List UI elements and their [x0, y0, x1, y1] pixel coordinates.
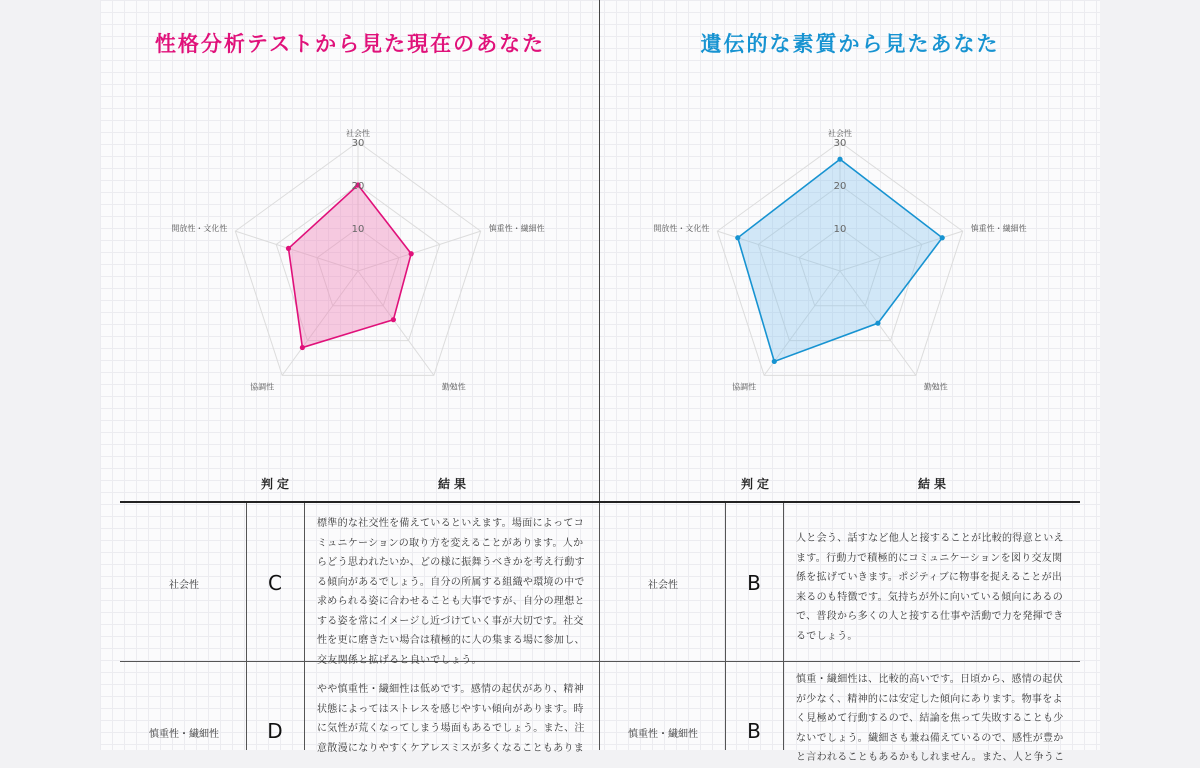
left-row1-category: 社会性 — [169, 580, 199, 591]
personality-test-title: 性格分析テストから見た現在のあなた — [154, 32, 546, 56]
left-result-header: 結果 — [438, 477, 471, 491]
left-row2-grade: D — [267, 719, 283, 743]
genetic-data-point — [940, 235, 945, 240]
radar-tick-label: 30 — [351, 138, 365, 149]
radar-axis-label: 開放性・文化性 — [171, 224, 228, 234]
genetic-data-point — [875, 321, 880, 326]
right-row1-category: 社会性 — [648, 580, 678, 591]
personality-data-point — [391, 317, 396, 322]
right-row2-description: 慎重・繊細性は、比較的高いです。日頃から、感情の起伏が少なく、精神的には安定した傾向にあります。物事をよく見極めて行動するので、結論を焦って失敗することも少ないでしょう。繊細さも兼ね備えているので、感性が豊かと言われることもあるかもしれません。また、人と争うこ — [796, 674, 1065, 763]
left-judge-header: 判定 — [261, 477, 294, 491]
right-row2-grade: B — [747, 719, 761, 743]
radar-axis-label: 協調性 — [250, 382, 275, 392]
radar-tick-label: 20 — [351, 181, 365, 192]
left-row2-description: やや慎重性・繊細性は低めです。感情の起伏があり、精神状態によってはストレスを感じやすい傾向があります。時に気性が荒くなってしまう場面もあるでしょう。また、注意散漫になりやすくケアレスミスが多くなることもありま — [317, 684, 585, 754]
right-judge-header: 判定 — [741, 477, 774, 491]
left-row2-category: 慎重性・繊細性 — [149, 729, 219, 740]
genetic-traits-title: 遺伝的な素質から見たあなた — [700, 32, 1000, 56]
personality-data-point — [286, 246, 291, 251]
left-row1-grade: C — [268, 571, 282, 595]
left-row1-description: 標準的な社交性を備えているといえます。場面によってコミュニケーションの取り方を変えることがあります。人からどう思われたいか、どの様に振舞うべきかを考え行動する傾向があるでしょう。自分の所属する組織や環境の中で求められる姿に合わせることも大事ですが、自分の理想とする姿を常にイメージし近づけていく事が大切です。社交性を更に磨きたい場合は積極的に人の集まる場に参加し、交友関係と拡げると良いでしょう。 — [317, 518, 585, 666]
right-row2-category: 慎重性・繊細性 — [628, 729, 698, 740]
radar-axis-label: 開放性・文化性 — [653, 224, 710, 234]
radar-tick-label: 10 — [351, 224, 365, 235]
personality-radar-chart — [171, 118, 545, 398]
radar-axis-label: 慎重性・繊細性 — [970, 224, 1027, 234]
column-divider — [725, 503, 726, 750]
personality-data-area — [288, 185, 411, 348]
radar-tick-label: 30 — [833, 138, 847, 149]
radar-axis-label: 慎重性・繊細性 — [488, 224, 545, 234]
column-divider — [304, 503, 305, 750]
genetic-radar-chart — [653, 118, 1027, 398]
genetic-data-point — [772, 359, 777, 364]
table-top-rule — [120, 501, 1080, 503]
right-row1-description: 人と会う、話すなど他人と接することが比較的得意といえます。行動力で積極的にコミュニケーションを図り交友関係を拡げていきます。ポジティブに物事を捉えることが出来るのも特徴です。気持ちが外に向いている傾向にあるので、普段から多くの人と接する仕事や活動で力を発揮できるでしょう。 — [796, 533, 1064, 642]
column-divider — [783, 503, 784, 750]
genetic-data-point — [837, 157, 842, 162]
personality-data-point — [300, 345, 305, 350]
panel-divider — [599, 0, 600, 502]
radar-tick-label: 20 — [833, 181, 847, 192]
radar-axis-label: 協調性 — [732, 382, 757, 392]
column-divider — [599, 503, 600, 750]
right-result-header: 結果 — [918, 477, 951, 491]
radar-tick-label: 10 — [833, 224, 847, 235]
column-divider — [246, 503, 247, 750]
radar-axis-label: 勤勉性 — [923, 382, 948, 392]
radar-axis-label: 勤勉性 — [441, 382, 466, 392]
radar-axis-label: 社会性 — [346, 129, 370, 138]
right-row1-grade: B — [747, 571, 761, 595]
genetic-data-point — [735, 235, 740, 240]
radar-axis-label: 社会性 — [828, 129, 852, 138]
personality-data-point — [409, 251, 414, 256]
row-divider — [120, 661, 1080, 662]
